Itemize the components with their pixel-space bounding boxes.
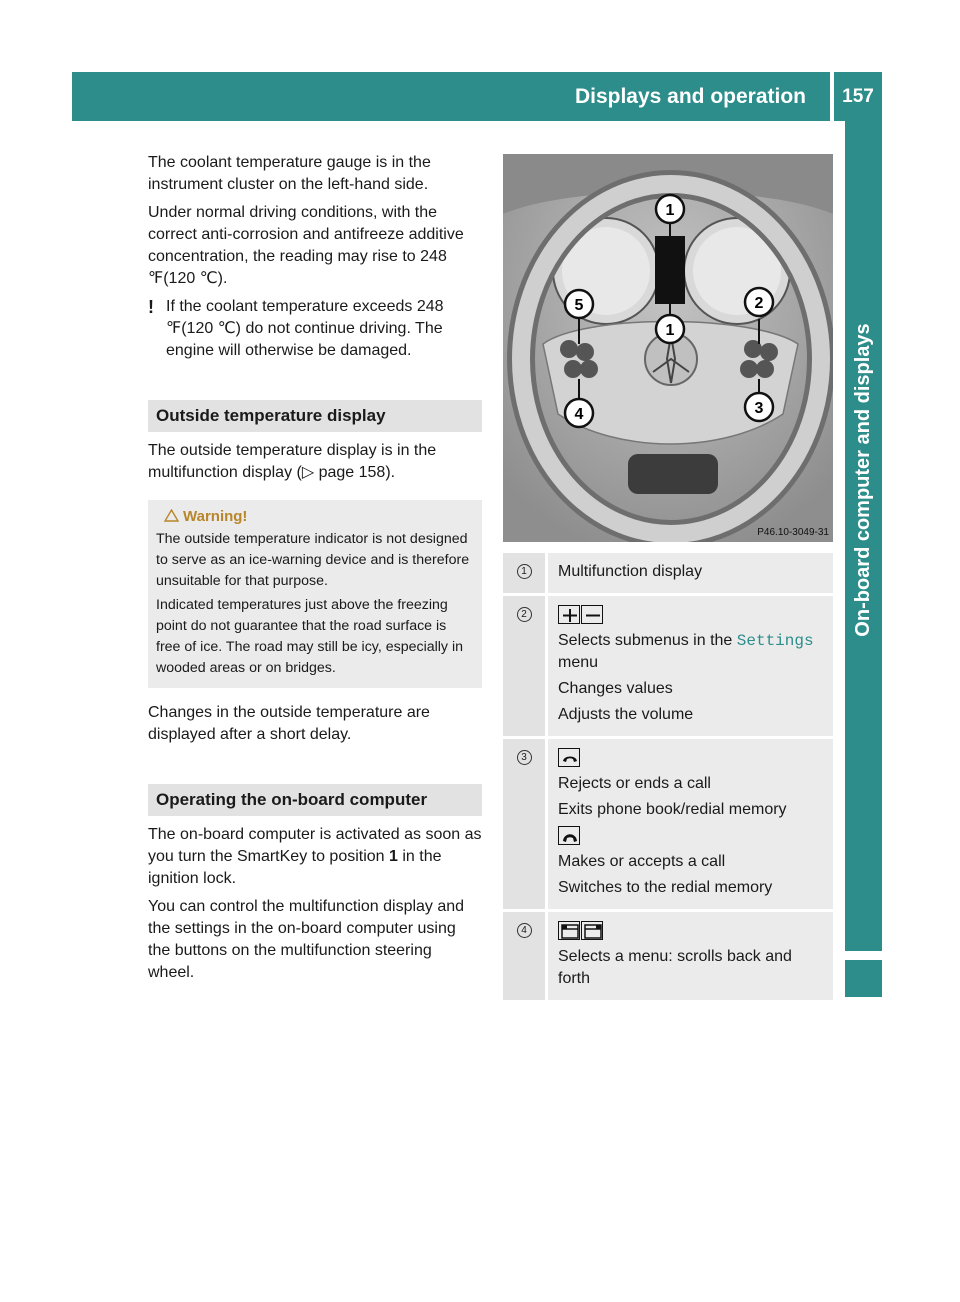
header-bar [72,72,882,121]
warning-paragraph-1: The outside temperature indicator is not designed to serve as an ice-warning device and is therefore unsuitable for that purpose. [156,531,470,589]
callout-1-mid [656,315,684,343]
caution-note [148,296,482,362]
svg-text:4: 4 [574,406,584,423]
settings-menu-name: Settings [736,632,814,650]
svg-text:2: 2 [754,295,764,312]
callout-1-top [656,195,684,223]
side-tab-label: On-board computer and displays [852,323,874,637]
section-title-onboard: Operating the on-board computer [148,784,482,816]
steering-wheel-figure [503,154,833,542]
paragraph-normal-conditions: Under normal driving conditions, with the correct anti-corrosion and antifreeze additive concentration, the reading may rise to 248 ℉(120 ℃). [148,204,464,287]
legend-text: Rejects or ends a call [558,775,711,792]
legend-table [503,553,833,1003]
legend-text: Selects a menu: scrolls back and forth [558,948,792,987]
menu-forward-icon [581,921,603,940]
callout-5 [565,290,593,318]
legend-text: menu [558,654,599,671]
page-title: Displays and operation [574,85,806,108]
legend-text: Selects submenus in the [558,632,737,649]
side-marker [845,960,882,997]
paragraph-outside-temp: The outside temperature display is in the multifunction display (▷ page 158). [148,442,437,481]
warning-heading [156,506,474,527]
warning-box [148,500,482,688]
svg-text:5: 5 [574,297,584,314]
figure-code: P46.10-3049-31 [757,527,829,538]
legend-row-3 [503,739,833,909]
legend-row-2 [503,596,833,736]
paragraph-activation [148,824,482,890]
legend-text: Multifunction display [558,563,703,580]
callout-4 [565,399,593,427]
warning-title: Warning! [183,508,248,525]
legend-text: Switches to the redial memory [558,879,773,896]
svg-text:1: 1 [665,322,675,339]
legend-text: Exits phone book/redial memory [558,801,787,818]
legend-row-1 [503,553,833,593]
legend-number-1: 1 [517,564,532,579]
minus-button-icon [581,605,603,624]
position-number: 1 [389,848,398,865]
activation-text-b: in the ignition lock. [148,848,442,887]
legend-text: Makes or accepts a call [558,853,726,870]
paragraph-control: You can control the multifunction display and the settings in the on-board computer using the buttons on the multifunction steering wheel. [148,898,465,981]
page-number: 157 [842,86,874,107]
legend-number-4: 4 [517,923,532,938]
steering-wheel-illustration [503,154,833,542]
pick-up-icon [558,826,580,845]
legend-number-2: 2 [517,607,532,622]
section-title-outside-temp: Outside temperature display [148,400,482,432]
caution-text: If the coolant temperature exceeds 248 ℉(120 ℃) do not continue driving. The engine will otherwise be damaged. [166,298,444,359]
paragraph-delay: Changes in the outside temperature are displayed after a short delay. [148,704,430,743]
activation-text-a: The on-board computer is activated as soon as you turn the SmartKey to position [148,826,482,865]
svg-text:1: 1 [665,202,675,219]
legend-row-4 [503,912,833,1000]
plus-button-icon [558,605,580,624]
warning-paragraph-2: Indicated temperatures just above the freezing point do not guarantee that the road surface is free of ice. The road may still be icy, especially in wooded areas or on bridges. [156,597,464,676]
legend-text: Adjusts the volume [558,706,694,723]
menu-back-icon [558,921,580,940]
left-column [148,152,482,990]
svg-text:3: 3 [754,400,764,417]
legend-number-3: 3 [517,750,532,765]
caution-icon: ! [148,297,154,317]
callout-2 [745,288,773,316]
paragraph-coolant-gauge: The coolant temperature gauge is in the instrument cluster on the left-hand side. [148,154,431,193]
hang-up-icon [558,748,580,767]
warning-triangle-icon [164,509,179,522]
callout-3 [745,393,773,421]
legend-text: Changes values [558,680,673,697]
